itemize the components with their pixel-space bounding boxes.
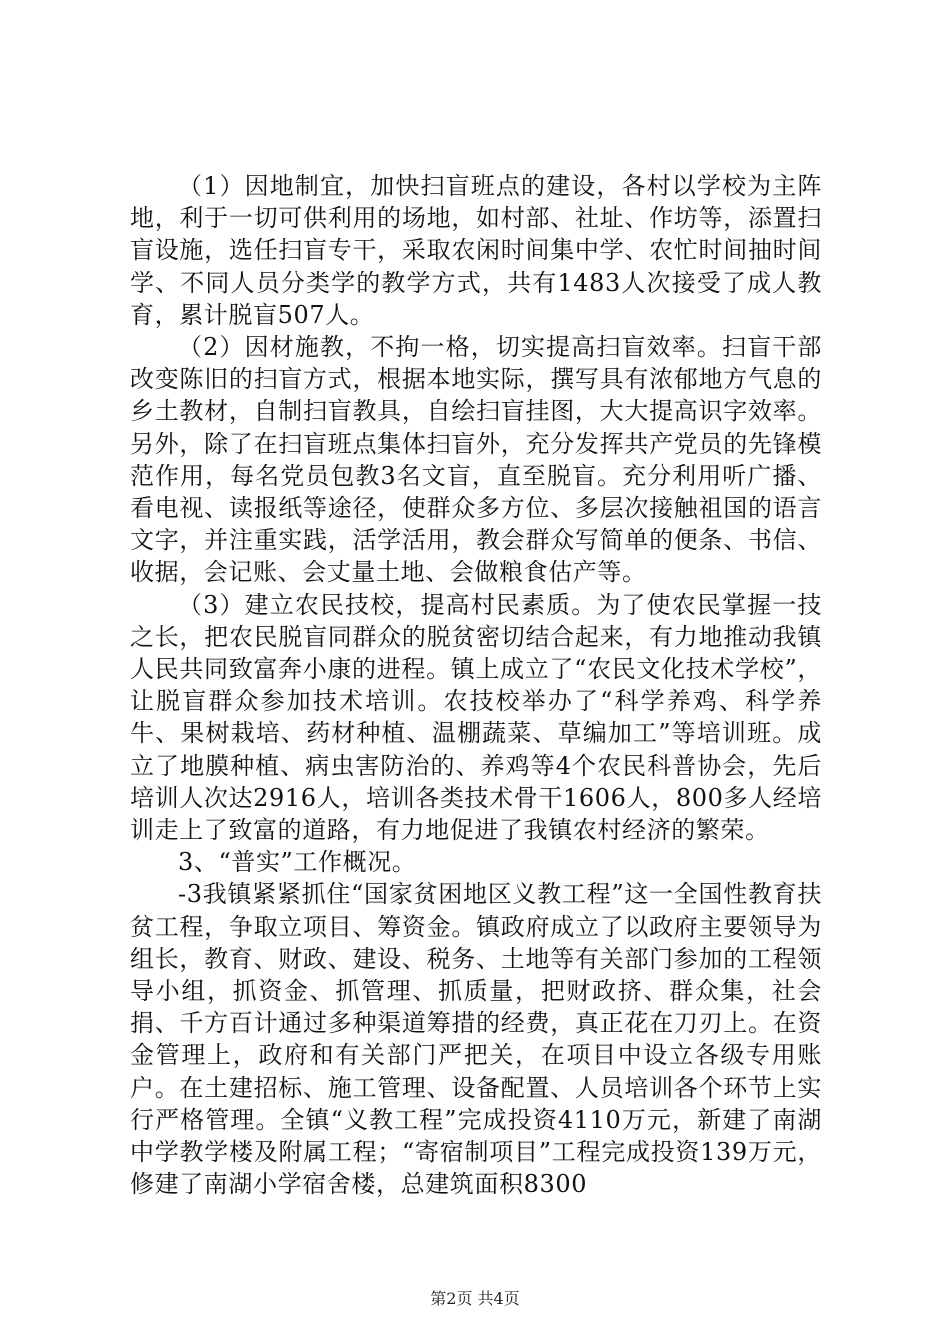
section-heading-puzhi: 3、“普实”工作概况。 bbox=[178, 848, 417, 877]
paragraph-literacy-classes: （1）因地制宜，加快扫盲班点的建设，各村以学校为主阵地，利于一切可供利用的场地，如村部、社址、作坊等，添置扫盲设施，选任扫盲专干，采取农闲时间集中学、农忙时间抽时间学、不同人员分类学的教学方式，共有1483人次接受了成人教育，累计脱盲507人。 bbox=[130, 172, 822, 329]
page-footer: 第2页 共4页 bbox=[430, 1289, 520, 1308]
paragraph-farmer-technical-school: （3）建立农民技校，提高村民素质。为了使农民掌握一技之长，把农民脱盲同群众的脱贫密切结合起来，有力地推动我镇人民共同致富奔小康的进程。镇上成立了“农民文化技术学校”，让脱盲群众参加技术培训。农技校举办了“科学养鸡、科学养牛、果树栽培、药材种植、温棚蔬菜、草编加工”等培训班。成立了地膜种植、病虫害防治的、养鸡等4个农民科普协会，先后培训人次达2916人，培训各类技术骨干1606人，800多人经培训走上了致富的道路，有力地促进了我镇农村经济的繁荣。 bbox=[130, 590, 822, 845]
paragraph-teaching-methods: （2）因材施教，不拘一格，切实提高扫盲效率。扫盲干部改变陈旧的扫盲方式，根据本地实际，撰写具有浓郁地方气息的乡土教材，自制扫盲教具，自绘扫盲挂图，大大提高识字效率。另外，除了在扫盲班点集体扫盲外，充分发挥共产党员的先锋模范作用，每名党员包教3名文盲，直至脱盲。充分利用听广播、看电视、读报纸等途径，使群众多方位、多层次接触祖国的语言文字，并注重实践，活学活用，教会群众写简单的便条、书信、收据，会记账、会丈量土地、会做粮食估产等。 bbox=[130, 333, 822, 587]
paragraph-compulsory-education-project: -3我镇紧紧抓住“国家贫困地区义教工程”这一全国性教育扶贫工程，争取立项目、筹资金。镇政府成立了以政府主要领导为组长，教育、财政、建设、税务、土地等有关部门参加的工程领导小组，抓资金、抓管理、抓质量，把财政挤、群众集，社会捐、千方百计通过多种渠道筹措的经费，真正花在刀刃上。在资金管理上，政府和有关部门严把关，在项目中设立各级专用账户。在土建招标、施工管理、设备配置、人员培训各个环节上实行严格管理。全镇“义教工程”完成投资4110万元，新建了南湖中学教学楼及附属工程；“寄宿制项目”工程完成投资139万元，修建了南湖小学宿舍楼，总建筑面积8300 bbox=[130, 880, 822, 1199]
document-body bbox=[130, 170, 822, 1201]
